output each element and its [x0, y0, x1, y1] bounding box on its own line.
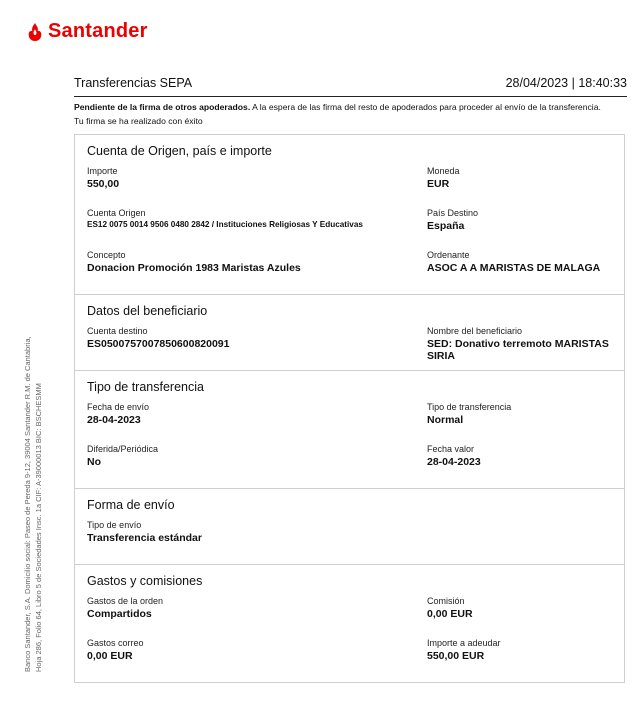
section-beneficiario: [75, 294, 624, 370]
section-title: Gastos y comisiones: [87, 574, 203, 588]
field-label: Cuenta destino: [87, 326, 148, 336]
status-notice: [74, 100, 634, 128]
field-label: Cuenta Origen: [87, 208, 146, 218]
concepto-value: Donacion Promoción 1983 Maristas Azules: [87, 262, 301, 274]
importe-value: 550,00: [87, 178, 120, 190]
section-title: Datos del beneficiario: [87, 304, 208, 318]
transfer-details-card: [74, 134, 625, 683]
legal-text: Banco Santander, S.A. Domicilio social: Paseo de Pereda 9-12, 39004 Santander R.M. de Cantabria, Hoja 286, Folio 64, Libro 5 de Sociedades Insc. 1a CIF: A-39000013 BIC: BSCHESMM: [23, 336, 43, 672]
section-gastos: [75, 564, 624, 682]
section-origen: [75, 135, 624, 294]
field-label: Gastos de la orden: [87, 596, 164, 606]
fecha-envio-value: 28-04-2023: [87, 414, 141, 426]
notice-line2: Tu firma se ha realizado con éxito: [74, 116, 203, 126]
header-datetime: 28/04/2023 | 18:40:33: [505, 76, 627, 90]
page-header: [74, 76, 627, 97]
cuenta-destino-value: ES0500757007850600820091: [87, 338, 230, 350]
gastos-correo-value: 0,00 EUR: [87, 650, 133, 662]
brand-name: Santander: [48, 20, 148, 42]
field-label: Fecha de envío: [87, 402, 150, 412]
ordenante-value: ASOC A A MARISTAS DE MALAGA: [427, 262, 601, 274]
field-label: Gastos correo: [87, 638, 144, 648]
tipo-transferencia-value: Normal: [427, 414, 464, 426]
field-label: Moneda: [427, 166, 460, 176]
beneficiario-nombre-value: SED: Donativo terremoto MARISTAS SIRIA: [427, 338, 609, 362]
section-title: Tipo de transferencia: [87, 380, 204, 394]
comision-value: 0,00 EUR: [427, 608, 473, 620]
section-tipo-transferencia: [75, 370, 624, 488]
fecha-valor-value: 28-04-2023: [427, 456, 481, 468]
notice-bold: Pendiente de la firma de otros apoderados.: [74, 102, 251, 112]
section-title: Cuenta de Origen, país e importe: [87, 144, 272, 158]
field-label: Fecha valor: [427, 444, 475, 454]
field-label: Tipo de envío: [87, 520, 142, 530]
diferida-value: No: [87, 456, 101, 468]
field-label: Importe a adeudar: [427, 638, 501, 648]
section-forma-envio: [75, 488, 624, 564]
moneda-value: EUR: [427, 178, 450, 190]
field-label: Ordenante: [427, 250, 470, 260]
field-label: Diferida/Periódica: [87, 444, 159, 454]
notice-text: A la espera de las firma del resto de apoderados para proceder al envío de la transferencia.: [250, 102, 601, 112]
cuenta-origen-value: ES12 0075 0014 9506 0480 2842 / Instituciones Religiosas Y Educativas: [87, 220, 363, 229]
field-label: Tipo de transferencia: [427, 402, 512, 412]
gastos-orden-value: Compartidos: [87, 608, 152, 620]
flame-icon: [26, 22, 44, 42]
field-label: Importe: [87, 166, 118, 176]
section-title: Forma de envío: [87, 498, 175, 512]
field-label: País Destino: [427, 208, 479, 218]
santander-logo: [26, 20, 148, 43]
field-label: Concepto: [87, 250, 126, 260]
field-label: Comisión: [427, 596, 465, 606]
tipo-envio-value: Transferencia estándar: [87, 532, 202, 544]
field-label: Nombre del beneficiario: [427, 326, 523, 336]
pais-destino-value: España: [427, 220, 465, 232]
importe-adeudar-value: 550,00 EUR: [427, 650, 485, 662]
page-title: Transferencias SEPA: [74, 76, 193, 90]
